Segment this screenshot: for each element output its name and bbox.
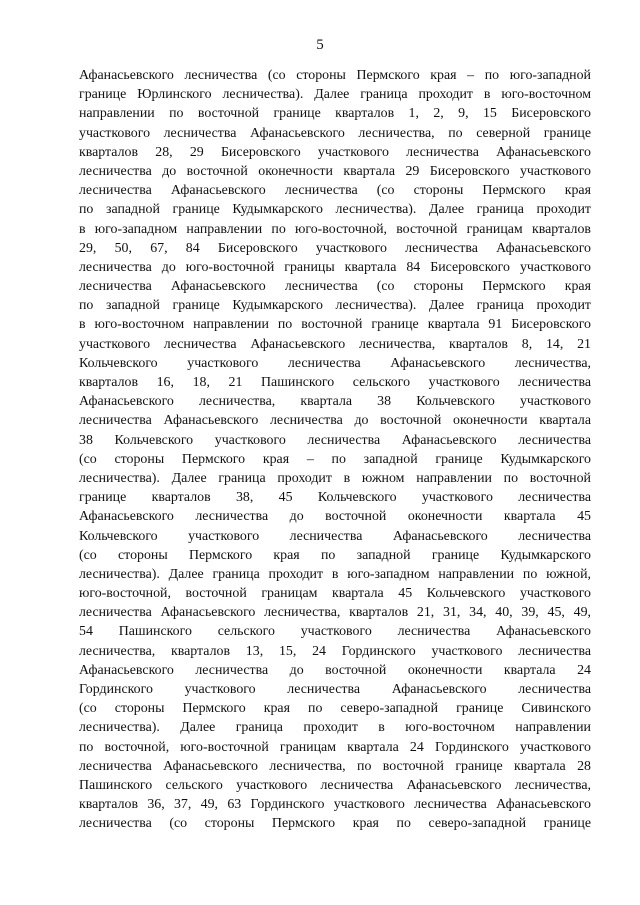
text-line: (со стороны Пермского края по западной границе Кудымкарского [79,547,591,563]
text-line: по западной границе Кудымкарского лесничества). Далее граница проходит [79,202,591,218]
text-line: лесничества Афанасьевского лесничества, кварталов 21, 31, 34, 40, 39, 45, 49, [79,605,591,621]
text-line: Кольчевского участкового лесничества Афанасьевского лесничества, [79,355,591,371]
text-line: Афанасьевского лесничества (со стороны Пермского края – по юго-западной [79,68,591,83]
text-line: лесничества до восточной оконечности квартала 29 Бисеровского участкового [79,163,591,179]
text-line: границе кварталов 38, 45 Кольчевского участкового лесничества [79,490,591,506]
text-line: границе Юрлинского лесничества). Далее граница проходит в юго-восточном [79,87,591,103]
text-line: 54 Пашинского сельского участкового лесничества Афанасьевского [79,624,591,640]
page-number: 5 [316,37,324,53]
text-line: кварталов 36, 37, 49, 63 Гординского участкового лесничества Афанасьевского [79,797,591,813]
text-line: направлении по восточной границе кварталов 1, 2, 9, 15 Бисеровского [79,106,591,122]
text-line: лесничества Афанасьевского лесничества, по восточной границе квартала 28 [79,758,591,774]
text-line: лесничества Афанасьевского лесничества до восточной оконечности квартала [79,413,591,429]
text-line: по восточной, юго-восточной границам квартала 24 Гординского участкового [79,739,591,755]
text-line: Афанасьевского лесничества, квартала 38 Кольчевского участкового [79,394,591,410]
text-line: лесничества). Далее граница проходит в южном направлении по восточной [79,470,591,486]
text-line: лесничества Афанасьевского лесничества (со стороны Пермского края [79,279,591,295]
text-line: Кольчевского участкового лесничества Афанасьевского лесничества [79,528,591,544]
text-line: (со стороны Пермского края – по западной границе Кудымкарского [79,451,591,467]
text-line: участкового лесничества Афанасьевского лесничества, по северной границе [79,125,591,141]
text-line: лесничества). Далее граница проходит в юго-западном направлении по южной, [79,566,591,582]
text-line: лесничества Афанасьевского лесничества (со стороны Пермского края [79,183,591,199]
text-line: Гординского участкового лесничества Афанасьевского лесничества [79,682,591,697]
text-line: в юго-восточном направлении по восточной границе квартала 91 Бисеровского [79,317,591,333]
text-line: (со стороны Пермского края по северо-западной границе Сивинского [79,701,591,717]
text-line: кварталов 16, 18, 21 Пашинского сельского участкового лесничества [79,375,591,390]
text-line: 38 Кольчевского участкового лесничества Афанасьевского лесничества [79,432,591,448]
text-line: Пашинского сельского участкового лесничества Афанасьевского лесничества, [79,777,591,793]
text-line: в юго-западном направлении по юго-восточной, восточной границам кварталов [79,221,591,237]
body-text [79,66,591,834]
text-line: лесничества до юго-восточной границы квартала 84 Бисеровского участкового [79,259,591,275]
text-line: юго-восточной, восточной границам квартала 45 Кольчевского участкового [79,586,591,602]
text-line: по западной границе Кудымкарского лесничества). Далее граница проходит [79,298,591,314]
text-line: Афанасьевского лесничества до восточной оконечности квартала 24 [79,662,591,678]
text-line: 29, 50, 67, 84 Бисеровского участкового лесничества Афанасьевского [79,240,591,256]
text-line: лесничества (со стороны Пермского края по северо-западной границе [79,816,591,832]
text-line: участкового лесничества Афанасьевского лесничества, кварталов 8, 14, 21 [79,336,591,352]
text-line: Афанасьевского лесничества до восточной оконечности квартала 45 [79,509,591,525]
text-line: лесничества, кварталов 13, 15, 24 Гординского участкового лесничества [79,643,591,659]
text-line: кварталов 28, 29 Бисеровского участкового лесничества Афанасьевского [79,144,591,160]
text-line: лесничества). Далее граница проходит в юго-восточном направлении [79,720,591,736]
